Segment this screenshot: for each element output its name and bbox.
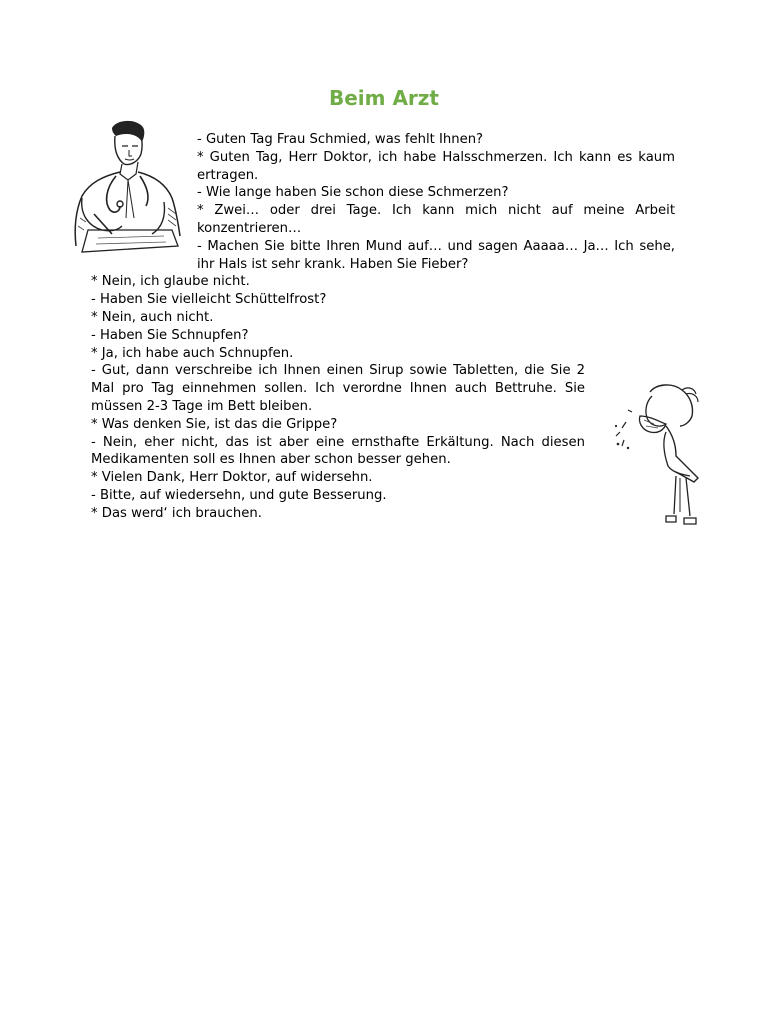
dialogue-line: * Guten Tag, Herr Doktor, ich habe Halsschmerzen. Ich kann es kaum ertragen. — [197, 149, 675, 183]
dialogue-line: - Guten Tag Frau Schmied, was fehlt Ihnen? — [197, 132, 484, 147]
dialogue-line: - Nein, eher nicht, das ist aber eine ernsthafte Erkältung. Nach diesen Medikamenten soll es Ihnen aber schon besser gehen. — [91, 434, 585, 468]
doctor-image-space — [91, 131, 197, 256]
girl-image-space — [585, 364, 675, 514]
dialogue-line: * Nein, ich glaube nicht. — [91, 274, 250, 290]
dialogue-line: - Bitte, auf wiedersehn, und gute Besserung. — [91, 487, 387, 503]
dialogue-line: - Machen Sie bitte Ihren Mund auf… und sagen Aaaaa… Ja… Ich sehe, ihr Hals ist sehr krank. Haben Sie Fieber? — [197, 238, 675, 272]
dialogue-text — [91, 131, 675, 523]
dialogue-line: - Wie lange haben Sie schon diese Schmerzen? — [197, 185, 509, 201]
dialogue-line: * Nein, auch nicht. — [91, 309, 214, 325]
dialogue-line: * Vielen Dank, Herr Doktor, auf widersehn. — [91, 470, 373, 486]
dialogue-line: * Ja, ich habe auch Schnupfen. — [91, 345, 294, 361]
document-title: Beim Arzt — [328, 86, 439, 110]
dialogue-line: - Haben Sie Schnupfen? — [91, 327, 249, 343]
dialogue-line: * Zwei… oder drei Tage. Ich kann mich nicht auf meine Arbeit konzentrieren… — [197, 203, 675, 236]
dialogue-line: * Das werd‘ ich brauchen. — [91, 505, 262, 521]
dialogue-line: - Gut, dann verschreibe ich Ihnen einen Sirup sowie Tabletten, die Sie 2 Mal pro Tag einnehmen sollen. Ich verordne Ihnen auch Bettruhe. Sie müssen 2-3 Tage im Bett bleiben. — [91, 363, 585, 414]
dialogue-line: - Haben Sie vielleicht Schüttelfrost? — [91, 292, 327, 308]
dialogue-line: * Was denken Sie, ist das die Grippe? — [91, 416, 338, 432]
